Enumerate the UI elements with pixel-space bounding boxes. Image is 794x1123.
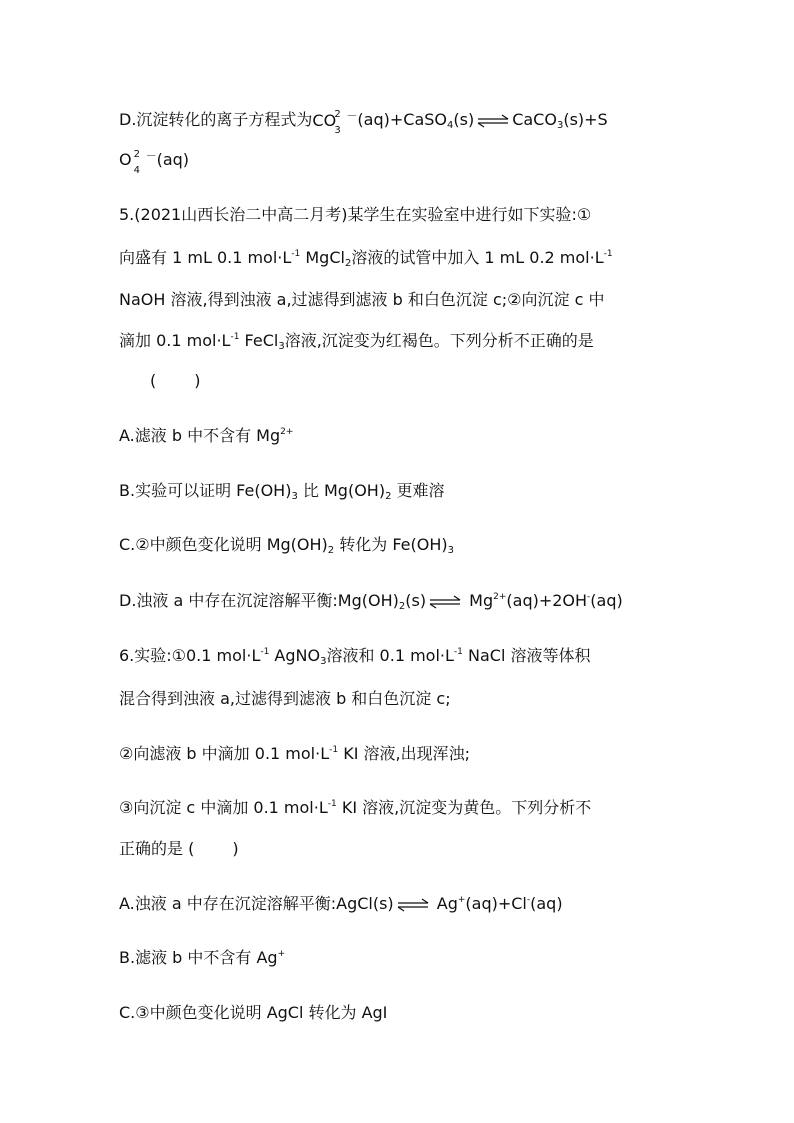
q5-line4c: 溶液,沉淀变为红褐色。下列分析不正确的是	[284, 331, 594, 350]
q6-option-b	[119, 948, 285, 968]
q6-opta-sup2: -	[526, 895, 531, 905]
co3-formula	[312, 110, 337, 131]
co3-sub: 3	[334, 124, 341, 136]
q6-stem-line1	[119, 646, 590, 666]
q6-optb-sup: +	[277, 949, 286, 959]
q6-line4a: ③向沉淀 c 中滴加 0.1 mol·L	[119, 798, 328, 817]
q5-option-c	[119, 535, 454, 555]
q5-optb-sub1: 3	[291, 491, 298, 502]
q5-line2a: 向盛有 1 mL 0.1 mol·L	[119, 248, 292, 267]
co3-sup: 2	[334, 108, 341, 120]
q6-line1c: 溶液和 0.1 mol·L	[326, 646, 454, 665]
q6-sup-d: -1	[327, 799, 337, 809]
fecl3-sub: 3	[278, 341, 285, 352]
q5-stem-line4	[119, 331, 594, 351]
q5-optd-c: Mg	[464, 591, 494, 610]
q4-rhs1: CaCO	[512, 110, 557, 129]
so4-sup: 2	[133, 148, 140, 160]
q4-option-d-line1	[119, 106, 608, 136]
q5-line1-text: 5.(2021山西长治二中高二月考)某学生在实验室中进行如下实验:①	[119, 205, 592, 224]
q6-option-a	[119, 894, 563, 914]
q6-opta-c: (aq)+Cl	[465, 894, 527, 913]
q5-stem-line1	[119, 205, 591, 225]
q4-minus-2: －	[145, 149, 157, 162]
q4-s1: (s)	[453, 110, 475, 129]
q4-option-d-line2	[119, 146, 190, 176]
q5-optb-sub2: 2	[385, 491, 392, 502]
q6-stem-line3	[119, 744, 470, 764]
equilibrium-arrow-icon	[396, 898, 430, 912]
q5-paren-close: )	[194, 371, 201, 390]
q4-rhs1b: (s)+S	[563, 110, 608, 129]
q5-line2b: MgCl	[300, 248, 345, 267]
q6-opta-b: Ag	[431, 894, 458, 913]
q6-line4b: KI 溶液,沉淀变为黄色。下列分析不	[336, 798, 592, 817]
agno3-sub: 3	[320, 656, 327, 667]
q4-optd-prefix: D.沉淀转化的离子方程式为	[119, 110, 313, 129]
q5-optb-b: 比 Mg(OH)	[297, 481, 386, 500]
q5-optb-c: 更难溶	[391, 481, 445, 500]
q6-line3a: ②向滤液 b 中滴加 0.1 mol·L	[119, 744, 330, 763]
co3-charge	[332, 108, 346, 136]
q6-stem-line5	[119, 839, 239, 859]
so4-base: O	[119, 150, 132, 169]
q6-line2-text: 混合得到浊液 a,过滤得到滤液 b 和白色沉淀 c;	[119, 689, 451, 708]
q5-option-d	[119, 591, 623, 611]
q5-optd-b: (s)	[405, 591, 427, 610]
q4-aq1: (aq)+CaSO	[357, 110, 447, 129]
q5-opta-text: A.滤液 b 中不含有 Mg	[119, 426, 281, 445]
caco3-sub: 3	[556, 120, 564, 131]
equilibrium-arrow-icon	[476, 114, 510, 128]
q5-optd-a: D.浊液 a 中存在沉淀溶解平衡:Mg(OH)	[119, 591, 399, 610]
q5-optc-b: 转化为 Fe(OH)	[334, 535, 448, 554]
q5-line4a: 滴加 0.1 mol·L	[119, 331, 231, 350]
q5-option-a	[119, 426, 293, 446]
q5-optd-sup2: -	[587, 592, 591, 602]
q5-paren-open: (	[150, 371, 157, 390]
q6-paren-close: )	[232, 839, 239, 858]
so4-charge	[132, 148, 146, 176]
q5-stem-line2	[119, 248, 613, 268]
q5-sup-c: -1	[230, 332, 240, 342]
q5-opta-sup: 2+	[280, 427, 294, 437]
q5-optd-e: (aq)	[590, 591, 623, 610]
q6-sup-a: -1	[260, 647, 270, 657]
q5-optd-sub: 2	[398, 601, 406, 612]
q5-optb-a: B.实验可以证明 Fe(OH)	[119, 481, 292, 500]
q4-minus: －	[346, 109, 358, 122]
q4-aq2: (aq)	[156, 150, 190, 169]
q5-optd-sup: 2+	[493, 592, 507, 602]
q6-line5-text: 正确的是 (	[119, 839, 195, 858]
q5-optd-d: (aq)+2OH	[506, 591, 588, 610]
q6-line1d: NaCl 溶液等体积	[462, 646, 591, 665]
q6-stem-line4	[119, 798, 591, 818]
q6-line1a: 6.实验:①0.1 mol·L	[119, 646, 261, 665]
q6-optb-a: B.滤液 b 中不含有 Ag	[119, 948, 278, 967]
co3-base: CO	[312, 110, 337, 130]
mgcl2-sub: 2	[344, 258, 352, 269]
q5-optc-a: C.②中颜色变化说明 Mg(OH)	[119, 535, 328, 554]
q6-line1b: AgNO	[269, 646, 321, 665]
q6-opta-d: (aq)	[530, 894, 563, 913]
q5-sup-a: -1	[291, 249, 301, 259]
q6-opta-a: A.浊液 a 中存在沉淀溶解平衡:AgCl(s)	[119, 894, 394, 913]
caso4-sub: 4	[447, 120, 454, 131]
so4-sub: 4	[133, 164, 140, 176]
equilibrium-arrow-icon	[428, 595, 462, 609]
q5-line2c: 溶液的试管中加入 1 mL 0.2 mol·L	[351, 248, 604, 267]
q6-sup-c: -1	[329, 745, 339, 755]
q5-sup-b: -1	[603, 249, 613, 259]
q6-option-c	[119, 1003, 387, 1023]
q6-stem-line2	[119, 689, 451, 709]
q6-sup-b: -1	[453, 647, 463, 657]
q6-optc-text: C.③中颜色变化说明 AgCl 转化为 AgI	[119, 1003, 388, 1022]
q6-opta-sup: +	[457, 895, 466, 905]
q5-stem-line3	[119, 290, 604, 310]
q5-line4b: FeCl	[239, 331, 279, 350]
q5-option-b	[119, 481, 445, 501]
q6-line3b: KI 溶液,出现浑浊;	[338, 744, 470, 763]
q5-answer-blank	[150, 371, 201, 391]
q5-line3-text: NaOH 溶液,得到浊液 a,过滤得到滤液 b 和白色沉淀 c;②向沉淀 c 中	[119, 290, 605, 309]
q5-optc-sub2: 3	[447, 545, 454, 556]
q5-optc-sub1: 2	[327, 545, 335, 556]
